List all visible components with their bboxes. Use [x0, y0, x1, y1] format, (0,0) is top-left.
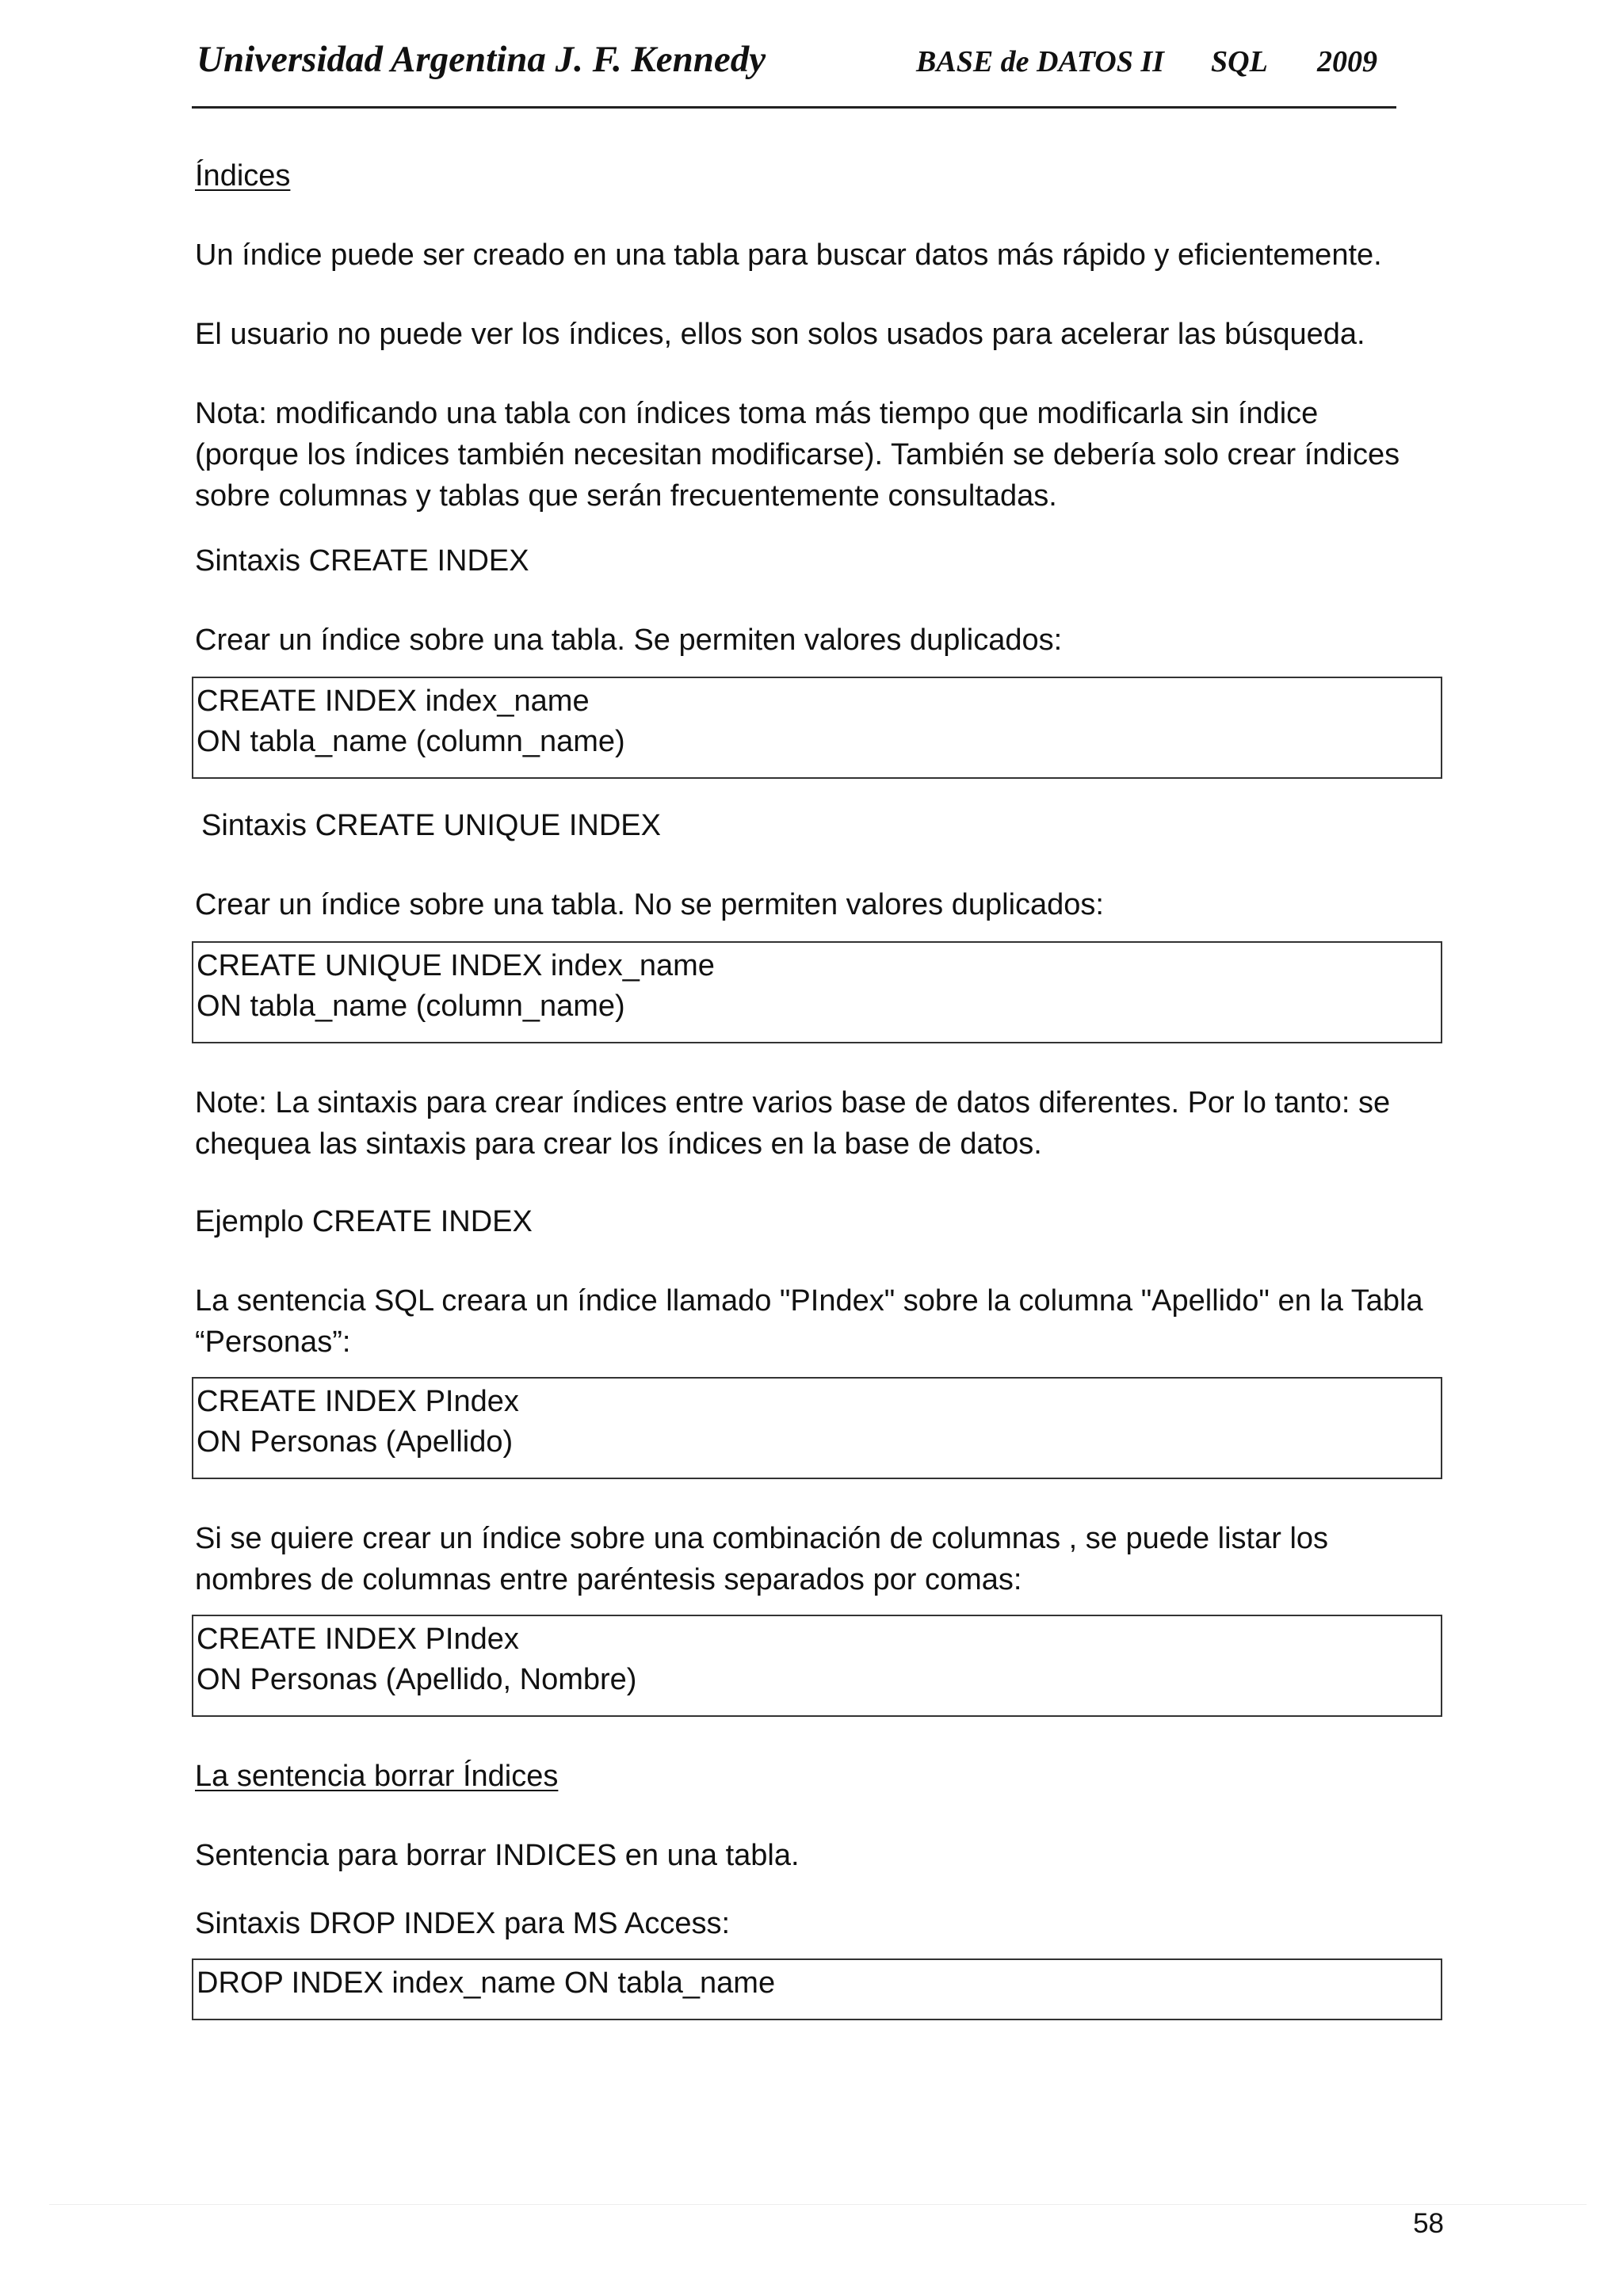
- intro-paragraph-1: Un índice puede ser creado en una tabla para buscar datos más rápido y eficientemente.: [195, 238, 1382, 272]
- combo-description: [195, 1518, 1439, 1600]
- example-description-line: “Personas”:: [195, 1325, 351, 1359]
- code-line: ON Personas (Apellido, Nombre): [197, 1663, 637, 1696]
- note-line: sobre columnas y tablas que serán frecuentemente consultadas.: [195, 479, 1057, 513]
- drop-index-syntax-heading: Sintaxis DROP INDEX para MS Access:: [195, 1907, 731, 1940]
- create-unique-description: Crear un índice sobre una tabla. No se permiten valores duplicados:: [195, 888, 1104, 921]
- example-heading: Ejemplo CREATE INDEX: [195, 1205, 533, 1238]
- drop-index-title: La sentencia borrar Índices: [195, 1760, 559, 1793]
- drop-index-description: Sentencia para borrar INDICES en una tabla.: [195, 1839, 800, 1872]
- subject-label: SQL: [1211, 45, 1268, 78]
- syntax-note-line: Note: La sintaxis para crear índices entre varios base de datos diferentes. Por lo tanto: se: [195, 1086, 1391, 1119]
- intro-paragraph-2: El usuario no puede ver los índices, ellos son solos usados para acelerar las búsqueda.: [195, 318, 1365, 351]
- page-header: [192, 36, 1396, 109]
- code-line: ON tabla_name (column_name): [197, 990, 625, 1023]
- code-block-example-multi: [192, 1615, 1442, 1717]
- university-name: Universidad Argentina J. F. Kennedy: [197, 39, 766, 80]
- example-description-line: La sentencia SQL creara un índice llamado "PIndex" sobre la columna "Apellido" en la Tabla: [195, 1284, 1423, 1318]
- code-line: CREATE INDEX PIndex: [197, 1623, 519, 1656]
- example-description: [195, 1280, 1439, 1363]
- footer-divider: [49, 2204, 1587, 2205]
- course-title: BASE de DATOS II: [916, 45, 1164, 78]
- code-line: CREATE INDEX PIndex: [197, 1385, 519, 1418]
- code-line: CREATE UNIQUE INDEX index_name: [197, 949, 715, 982]
- code-block-create-unique: [192, 941, 1442, 1043]
- combo-description-line: nombres de columnas entre paréntesis separados por comas:: [195, 1563, 1022, 1596]
- note-line: Nota: modificando una tabla con índices toma más tiempo que modificarla sin índice: [195, 397, 1319, 430]
- code-block-create-index: [192, 677, 1442, 779]
- code-line: DROP INDEX index_name ON tabla_name: [197, 1966, 776, 2000]
- code-line: CREATE INDEX index_name: [197, 685, 590, 718]
- note-line: (porque los índices también necesitan modificarse). También se debería solo crear índices: [195, 438, 1400, 471]
- code-block-drop-index: [192, 1958, 1442, 2020]
- year-label: 2009: [1317, 45, 1377, 78]
- syntax-create-unique-heading: Sintaxis CREATE UNIQUE INDEX: [201, 809, 661, 842]
- code-block-example-single: [192, 1377, 1442, 1479]
- section-title-indices: Índices: [195, 159, 291, 193]
- syntax-note-line: chequea las sintaxis para crear los índices en la base de datos.: [195, 1127, 1042, 1161]
- syntax-create-index-heading: Sintaxis CREATE INDEX: [195, 544, 529, 578]
- code-line: ON tabla_name (column_name): [197, 725, 625, 758]
- note-paragraph: [195, 393, 1439, 517]
- create-index-description: Crear un índice sobre una tabla. Se permiten valores duplicados:: [195, 624, 1063, 657]
- syntax-note-paragraph: [195, 1082, 1439, 1165]
- combo-description-line: Si se quiere crear un índice sobre una combinación de columnas , se puede listar los: [195, 1522, 1329, 1555]
- code-line: ON Personas (Apellido): [197, 1425, 514, 1459]
- page-number: 58: [1413, 2208, 1444, 2239]
